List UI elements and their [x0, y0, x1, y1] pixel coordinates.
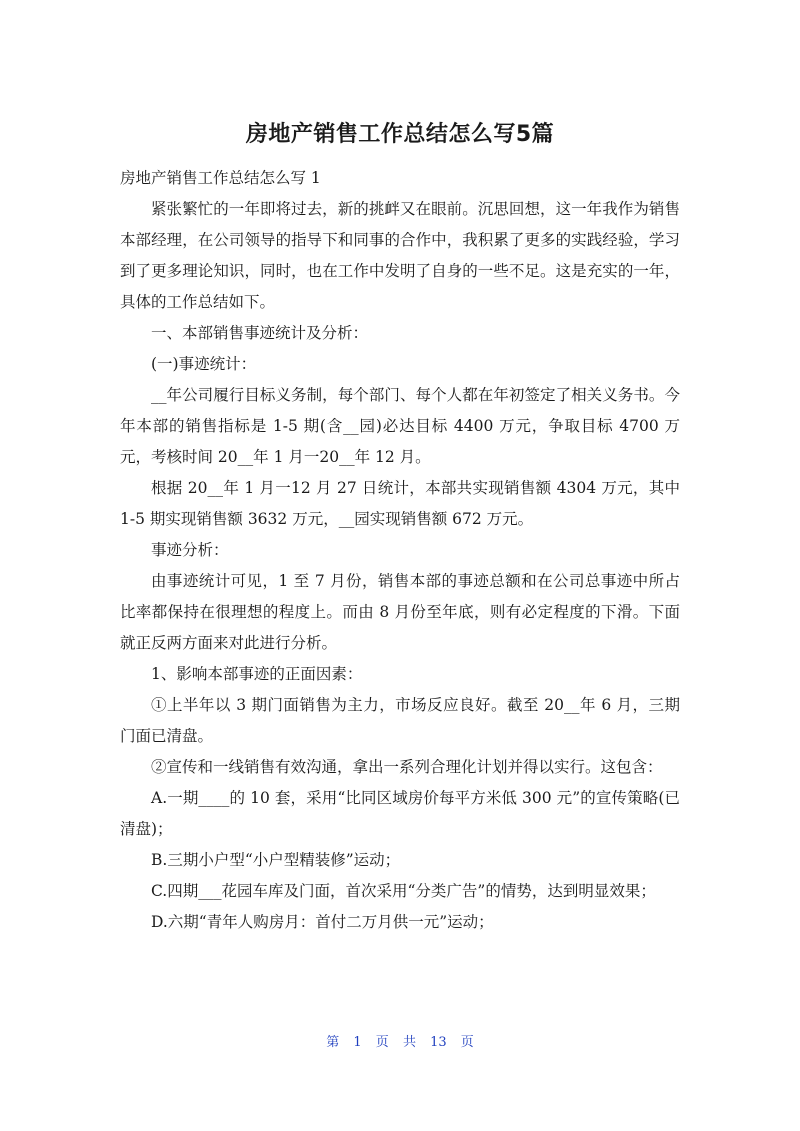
paragraph: C.四期___花园车库及门面，首次采用“分类广告”的情势，达到明显效果；: [151, 882, 656, 900]
paragraph: 紧张繁忙的一年即将过去，新的挑衅又在眼前。沉思回想，这一年我作为销售本部经理，在公司领导的指导下和同事的合作中，我积累了更多的实践经验，学习到了更多理论知识，同时，也在工作中发明了自身的一些不足。这是充实的一年，具体的工作总结如下。: [120, 200, 680, 311]
paragraph: 由事迹统计可见，1 至 7 月份，销售本部的事迹总额和在公司总事迹中所占比率都保持在很理想的程度上。而由 8 月份至年底，则有必定程度的下滑。下面就正反两方面来对此进行分析。: [120, 572, 680, 652]
document-body: [120, 163, 680, 938]
document-title: 房地产销售工作总结怎么写5篇: [245, 122, 555, 147]
paragraph: B.三期小户型“小户型精装修”运动；: [151, 851, 401, 869]
footer-word-page-end: 页: [460, 1035, 474, 1050]
paragraph: 1、影响本部事迹的正面因素：: [151, 665, 363, 683]
paragraph: A.一期____的 10 套，采用“比同区域房价每平方米低 300 元”的宣传策略(已清盘)；: [120, 789, 680, 838]
footer-word-page-of: 页: [375, 1035, 389, 1050]
paragraph: ①上半年以 3 期门面销售为主力，市场反应良好。截至 20__年 6 月，三期门面已清盘。: [120, 696, 680, 745]
footer-total-pages: 13: [430, 1035, 447, 1050]
paragraph: __年公司履行目标义务制，每个部门、每个人都在年初签定了相关义务书。今年本部的销售指标是 1-5 期(含__园)必达目标 4400 万元，争取目标 4700 万元，考核时间 20__年 1 月一20__年 12 月。: [120, 386, 680, 466]
page-footer: [0, 1031, 800, 1050]
paragraph: 事迹分析：: [151, 541, 229, 559]
footer-word-total: 共: [402, 1035, 416, 1050]
footer-word-page: 第: [326, 1035, 340, 1050]
footer-current-page: 1: [353, 1035, 362, 1050]
paragraph: 一、本部销售事迹统计及分析：: [151, 324, 369, 342]
paragraph: 根据 20__年 1 月一12 月 27 日统计，本部共实现销售额 4304 万元，其中 1-5 期实现销售额 3632 万元，__园实现销售额 672 万元。: [120, 479, 680, 528]
paragraph: ②宣传和一线销售有效沟通，拿出一系列合理化计划并得以实行。这包含：: [151, 758, 663, 776]
paragraph: D.六期“青年人购房月：首付二万月供一元”运动；: [151, 913, 494, 931]
paragraph: (一)事迹统计：: [151, 355, 257, 373]
section-heading: 房地产销售工作总结怎么写 1: [120, 169, 321, 187]
